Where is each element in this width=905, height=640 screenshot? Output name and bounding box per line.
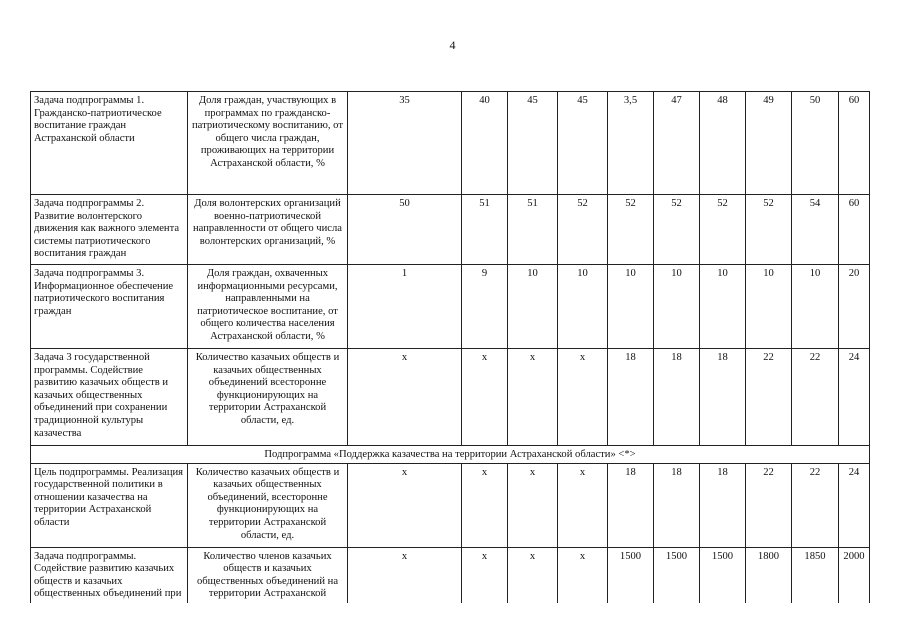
value-cell: 22 [746, 463, 792, 547]
goal-cell: Цель подпрограммы. Реализация государственной политики в отношении казачества на территории Астраханской области [31, 463, 188, 547]
value-cell: х [348, 463, 462, 547]
value-cell: 18 [654, 349, 700, 446]
indicators-table [30, 91, 870, 603]
value-cell: 52 [746, 195, 792, 265]
value-cell: х [462, 349, 508, 446]
section-title: Подпрограмма «Поддержка казачества на территории Астраханской области» <*> [31, 446, 870, 464]
value-cell: 10 [608, 265, 654, 349]
value-cell: 3,5 [608, 92, 654, 195]
value-cell: 60 [839, 195, 870, 265]
indicator-cell: Доля граждан, охваченных информационными ресурсами, направленными на патриотическое воспитание, от общего количества населения Астраханской области, % [188, 265, 348, 349]
table-row [31, 547, 870, 603]
value-cell: 35 [348, 92, 462, 195]
value-cell: 1500 [654, 547, 700, 603]
value-cell: х [558, 349, 608, 446]
value-cell: 50 [348, 195, 462, 265]
value-cell: х [462, 547, 508, 603]
value-cell: 52 [608, 195, 654, 265]
value-cell: 22 [792, 463, 839, 547]
value-cell: 1850 [792, 547, 839, 603]
table-row [31, 463, 870, 547]
value-cell: 22 [746, 349, 792, 446]
value-cell: 18 [654, 463, 700, 547]
value-cell: 52 [700, 195, 746, 265]
value-cell: 2000 [839, 547, 870, 603]
value-cell: 10 [558, 265, 608, 349]
indicator-cell: Количество казачьих обществ и казачьих общественных объединений всесторонне функционирующих на территории Астраханской области, ед. [188, 349, 348, 446]
value-cell: 10 [654, 265, 700, 349]
value-cell: х [508, 349, 558, 446]
indicator-cell: Доля волонтерских организаций военно-патриотической направленности от общего числа волонтерских организаций, % [188, 195, 348, 265]
value-cell: 51 [462, 195, 508, 265]
value-cell: 50 [792, 92, 839, 195]
value-cell: 49 [746, 92, 792, 195]
value-cell: 45 [508, 92, 558, 195]
value-cell: 40 [462, 92, 508, 195]
value-cell: 1800 [746, 547, 792, 603]
value-cell: 18 [608, 463, 654, 547]
value-cell: 10 [746, 265, 792, 349]
value-cell: 60 [839, 92, 870, 195]
value-cell: 48 [700, 92, 746, 195]
indicator-cell: Количество членов казачьих обществ и казачьих общественных объединений на территории Астраханской [188, 547, 348, 603]
indicator-cell: Доля граждан, участвующих в программах по гражданско-патриотическому воспитанию, от общего числа граждан, проживающих на территории Астраханской области, % [188, 92, 348, 195]
goal-cell: Задача подпрограммы 2. Развитие волонтерского движения как важного элемента системы патриотического воспитания граждан [31, 195, 188, 265]
value-cell: х [348, 547, 462, 603]
value-cell: 18 [700, 463, 746, 547]
value-cell: 18 [608, 349, 654, 446]
value-cell: 10 [508, 265, 558, 349]
value-cell: 51 [508, 195, 558, 265]
table-row [31, 349, 870, 446]
goal-cell: Задача подпрограммы 1. Гражданско-патриотическое воспитание граждан Астраханской области [31, 92, 188, 195]
value-cell: 9 [462, 265, 508, 349]
value-cell: х [558, 463, 608, 547]
value-cell: 45 [558, 92, 608, 195]
value-cell: х [508, 463, 558, 547]
table-row [31, 265, 870, 349]
value-cell: 10 [700, 265, 746, 349]
value-cell: 52 [654, 195, 700, 265]
value-cell: 24 [839, 349, 870, 446]
value-cell: 18 [700, 349, 746, 446]
value-cell: 52 [558, 195, 608, 265]
value-cell: 22 [792, 349, 839, 446]
value-cell: 1500 [700, 547, 746, 603]
value-cell: 1500 [608, 547, 654, 603]
value-cell: х [348, 349, 462, 446]
value-cell: 1 [348, 265, 462, 349]
value-cell: 54 [792, 195, 839, 265]
section-row [31, 446, 870, 464]
value-cell: х [558, 547, 608, 603]
table-row [31, 195, 870, 265]
value-cell: 10 [792, 265, 839, 349]
page-number: 4 [449, 38, 456, 52]
goal-cell: Задача 3 государственной программы. Содействие развитию казачьих обществ и казачьих общественных объединений при сохранении традиционной культуры казачества [31, 349, 188, 446]
value-cell: 24 [839, 463, 870, 547]
value-cell: х [462, 463, 508, 547]
value-cell: 20 [839, 265, 870, 349]
value-cell: 47 [654, 92, 700, 195]
goal-cell: Задача подпрограммы 3. Информационное обеспечение патриотического воспитания граждан [31, 265, 188, 349]
goal-cell: Задача подпрограммы. Содействие развитию казачьих обществ и казачьих общественных объединений при [31, 547, 188, 603]
table-row [31, 92, 870, 195]
value-cell: х [508, 547, 558, 603]
indicator-cell: Количество казачьих обществ и казачьих общественных объединений, всесторонне функционирующих на территории Астраханской области, ед. [188, 463, 348, 547]
